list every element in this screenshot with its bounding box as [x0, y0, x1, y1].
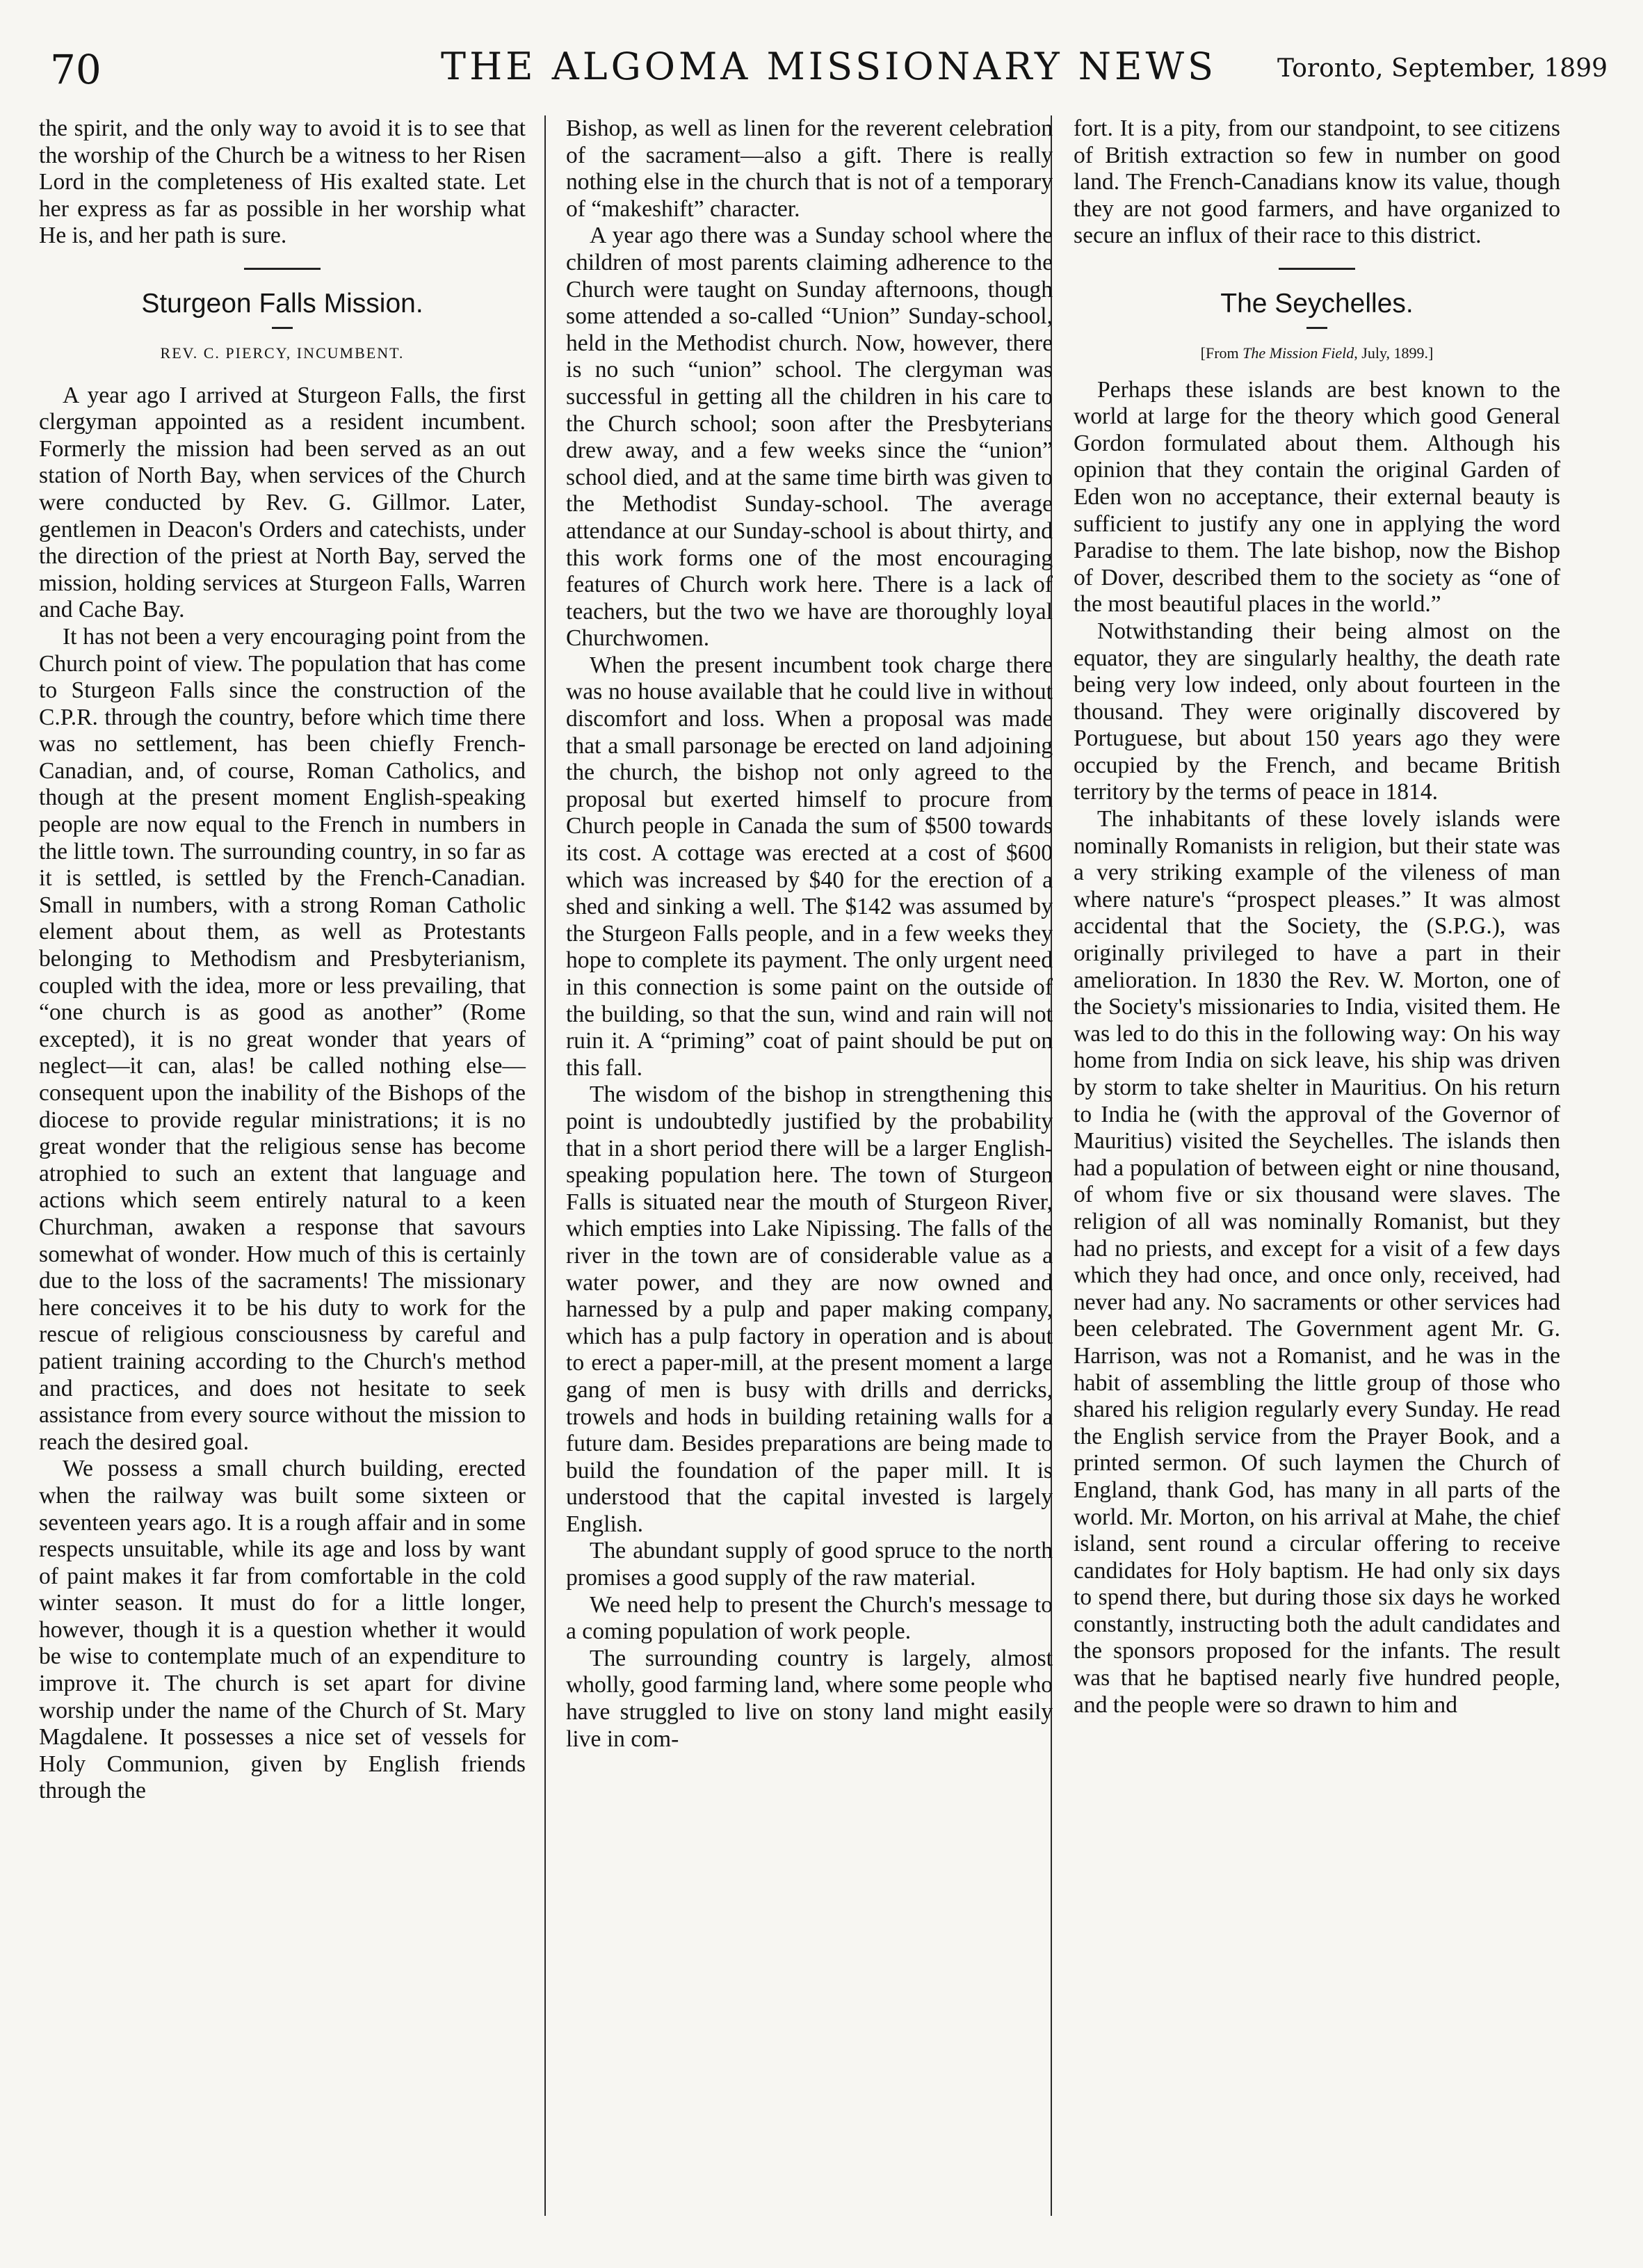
source-suffix: , July, 1899.] [1354, 344, 1434, 362]
masthead [50, 40, 1608, 103]
source-publication: The Mission Field [1243, 344, 1354, 362]
article-title: Sturgeon Falls Mission. [141, 288, 423, 319]
paragraph: The surrounding country is largely, almost wholly, good farming land, where some people who have struggled to live on stony land might easily live in com- [566, 1645, 1053, 1752]
column-2 [566, 115, 1053, 1753]
paragraph: A year ago there was a Sunday school where the children of most parents claiming adherence to the Church were taught on Sunday afternoons, though some attended a so-called “Union” Sunday-school, held in the Methodist church. Now, however, there is no such “union” school. The clergyman was successful in getting all the children in his care to the Church school; soon after the Presbyterians drew away, and a few weeks since the “union” school died, and at the same time birth was given to the Methodist Sunday-school. The average attendance at our Sunday-school is about thirty, and this work forms one of the most encouraging features of Church work here. There is a lack of teachers, but the two we have are thoroughly loyal Churchwomen. [566, 223, 1053, 652]
paragraph: Notwithstanding their being almost on the equator, they are singularly healthy, the death rate being very low indeed, only about fourteen in the thousand. They were originally discovered by Portuguese, but about 150 years ago they were occupied by the French, and became British territory by the terms of peace in 1814. [1074, 618, 1560, 805]
paragraph: A year ago I arrived at Sturgeon Falls, the first clergyman appointed as a resident incumbent. Formerly the mission had been served as an out station of North Bay, when services of the Church were conducted by Rev. G. Gillmor. Later, gentlemen in Deacon's Orders and catechists, under the direction of the priest at North Bay, served the mission, holding services at Sturgeon Falls, Warren and Cache Bay. [39, 382, 526, 623]
title-rule [1306, 327, 1327, 329]
column-3 [1074, 115, 1560, 1719]
section-separator [1279, 268, 1355, 270]
section-separator [244, 268, 321, 270]
paragraph: We need help to present the Church's message to a coming population of work people. [566, 1591, 1053, 1645]
paragraph: When the present incumbent took charge there was no house available that he could live in without discomfort and loss. When a proposal was made that a small parsonage be erected on land adjoining the church, the bishop not only agreed to the proposal but exerted himself to procure from Church people in Canada the sum of $500 towards its cost. A cottage was erected at a cost of $600 which was increased by $40 for the erection of a shed and sinking a well. The $142 was assumed by the Sturgeon Falls people, and in a few weeks they hope to complete its payment. The only urgent need in this connection is some paint on the outside of the building, so that the sun, wind and rain will not ruin it. A “priming” coat of paint should be put on this fall. [566, 652, 1053, 1081]
article-title: The Seychelles. [1220, 288, 1414, 319]
paragraph: Perhaps these islands are best known to the world at large for the theory which good General Gordon formulated about them. Although his opinion that they contain the original Garden of Eden won no acceptance, their external beauty is sufficient to justify any one in applying the word Paradise to them. The late bishop, now the Bishop of Dover, described them to the society as “one of the most beautiful places in the world.” [1074, 376, 1560, 618]
article-byline: REV. C. PIERCY, INCUMBENT. [160, 344, 405, 362]
newspaper-title: THE ALGOMA MISSIONARY NEWS [441, 45, 1217, 88]
column-1 [39, 115, 526, 1805]
issue-date: Toronto, September, 1899 [1277, 54, 1608, 83]
paragraph: Bishop, as well as linen for the reverent celebration of the sacrament—also a gift. There is really nothing else in the church that is not of a temporary of “makeshift” character. [566, 115, 1053, 222]
title-rule [272, 327, 293, 329]
paragraph: the spirit, and the only way to avoid it is to see that the worship of the Church be a witness to her Risen Lord in the completeness of His exalted state. Let her express as far as possible in her worship what He is, and her path is sure. [39, 115, 526, 249]
paragraph: The wisdom of the bishop in strengthening this point is undoubtedly justified by the probability that in a short period there will be a larger English-speaking population here. The town of Sturgeon Falls is situated near the mouth of Sturgeon River, which empties into Lake Nipissing. The falls of the river in the town are of considerable value as a water power, and they are now owned and harnessed by a pulp and paper making company, which has a pulp factory in operation and is about to erect a paper-mill, at the present moment a large gang of men is busy with drills and derricks, trowels and hods in building retaining walls for a future dam. Besides preparations are being made to build the foundation of the paper mill. It is understood that the capital invested is largely English. [566, 1081, 1053, 1537]
source-prefix: [From [1200, 344, 1243, 362]
paragraph: We possess a small church building, erected when the railway was built some sixteen or seventeen years ago. It is a rough affair and in some respects unsuitable, while its age and loss by want of paint makes it far from comfortable in the cold winter season. It must do for a little longer, however, though it is a question whether it would be wise to contemplate much of an expenditure to improve it. The church is set apart for divine worship under the name of the Church of St. Mary Magdalene. It possesses a nice set of vessels for Holy Communion, given by English friends through the [39, 1456, 526, 1804]
paragraph: fort. It is a pity, from our standpoint, to see citizens of British extraction so few in number on good land. The French-Canadians know its value, though they are not good farmers, and have organized to secure an influx of their race to this district. [1074, 115, 1560, 249]
page-number: 70 [50, 46, 102, 93]
paragraph: It has not been a very encouraging point from the Church point of view. The population that has come to Sturgeon Falls since the construction of the C.P.R. through the country, before which time there was no settlement, has been chiefly French-Canadian, and, of course, Roman Catholics, and though at the present moment English-speaking people are now equal to the French in numbers in the little town. The surrounding country, in so far as it is settled, is settled by the French-Canadian. Small in numbers, with a strong Roman Catholic element about them, as well as Protestants belonging to Methodism and Presbyterianism, coupled with the idea, more or less prevailing, that “one church is as good as another” (Rome excepted), it is no great wonder that years of neglect—it can, alas! be called nothing else—consequent upon the inability of the Bishops of the diocese to provide regular ministrations; it is no great wonder that the religious sense has become atrophied to such an extent that language and actions which seem entirely natural to a keen Churchman, awaken a response that savours somewhat of wonder. How much of this is certainly due to the loss of the sacraments! The missionary here conceives it to be his duty to work for the rescue of religious consciousness by careful and patient training according to the Church's method and practices, and does not hesitate to seek assistance from every source without the mission to reach the desired goal. [39, 623, 526, 1455]
column-divider [544, 115, 546, 2216]
paragraph: The inhabitants of these lovely islands were nominally Romanists in religion, but their state was a very striking example of the vileness of man where nature's “prospect pleases.” It was almost accidental that the Society, the (S.P.G.), was originally privileged to have a part in their amelioration. In 1830 the Rev. W. Morton, one of the Society's missionaries to India, visited them. He was led to do this in the following way: On his way home from India on sick leave, his ship was driven by storm to take shelter in Mauritius. On his return to India he (with the approval of the Governor of Mauritius) visited the Seychelles. The islands then had a population of between eight or nine thousand, of whom five or six thousand were slaves. The religion of all was nominally Romanist, but they had no priests, and except for a visit of a few days which they had once, and once only, received, had never had any. No sacraments or other services had been celebrated. The Government agent Mr. G. Harrison, was not a Romanist, and he was in the habit of assembling the little group of those who shared his religion regularly every Sunday. He read the English service from the Prayer Book, and a printed sermon. Of such laymen the Church of England, thank God, has many in all parts of the world. Mr. Morton, on his arrival at Mahe, the chief island, sent round a circular offering to receive candidates for Holy baptism. He had only six days to spend there, but during those six days he worked constantly, instructing both the adult candidates and the sponsors proposed for the infants. The result was that he baptised nearly five hundred people, and the people were so drawn to him and [1074, 806, 1560, 1718]
article-source [1074, 340, 1560, 367]
paragraph: The abundant supply of good spruce to the north promises a good supply of the raw material. [566, 1538, 1053, 1591]
